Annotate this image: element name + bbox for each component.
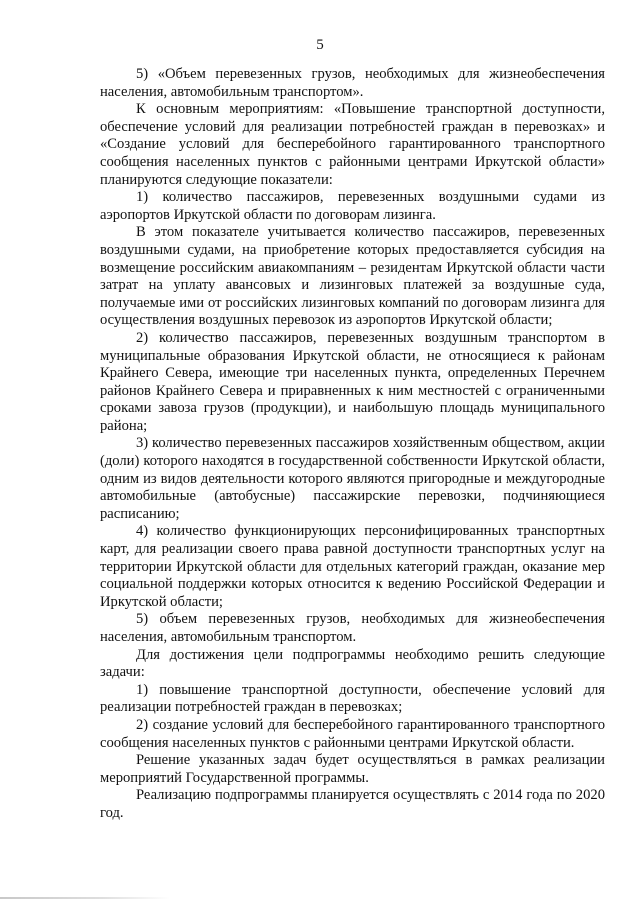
paragraph-indicator-5-quoted: 5) «Объем перевезенных грузов, необходимых для жизнеобеспечения населения, автомобильным транспортом». <box>100 66 605 100</box>
paragraph-indicator-1: 1) количество пассажиров, перевезенных воздушными судами из аэропортов Иркутской области по договорам лизинга. <box>100 189 605 223</box>
document-body <box>100 66 605 823</box>
page-number: 5 <box>316 37 324 53</box>
paragraph-main-activities-intro: К основным мероприятиям: «Повышение транспортной доступности, обеспечение условий для реализации потребностей граждан в перевозках» и «Создание условий для бесперебойного гарантированного транспортного сообщения населенных пунктов с районными центрами Иркутской области» планируются следующие показатели: <box>100 101 605 188</box>
paragraph-implementation-period: Реализацию подпрограммы планируется осуществлять с 2014 года по 2020 год. <box>100 787 605 821</box>
paragraph-task-1: 1) повышение транспортной доступности, обеспечение условий для реализации потребностей граждан в перевозках; <box>100 681 605 716</box>
paragraph-tasks-implementation: Решение указанных задач будет осуществляться в рамках реализации мероприятий Государственной программы. <box>100 752 605 786</box>
paragraph-indicator-3: 3) количество перевезенных пассажиров хозяйственным обществом, акции (доли) которого находятся в государственной собственности Иркутской области, одним из видов деятельности которого являются пригородные и междугородные автомобильные (автобусные) пассажирские перевозки, подчиняющиеся расписанию; <box>100 435 605 522</box>
paragraph-indicator-4: 4) количество функционирующих персонифицированных транспортных карт, для реализации своего права равной доступности транспортных услуг на территории Иркутской области для отдельных категорий граждан, оказание мер социальной поддержки которых относится к ведению Российской Федерации и Иркутской области; <box>100 523 605 610</box>
paragraph-indicator-2: 2) количество пассажиров, перевезенных воздушным транспортом в муниципальные образования Иркутской области, не относящиеся к районам Крайнего Севера, имеющие три населенных пункта, определенных Перечнем районов Крайнего Севера и приравненных к ним местностей с ограниченными сроками завоза грузов (продукции), и наибольшую площадь муниципального района; <box>100 329 605 434</box>
paragraph-indicator-5: 5) объем перевезенных грузов, необходимых для жизнеобеспечения населения, автомобильным транспортом. <box>100 611 605 645</box>
paragraph-tasks-intro: Для достижения цели подпрограммы необходимо решить следующие задачи: <box>100 646 605 681</box>
scan-artifact-line <box>0 897 170 899</box>
paragraph-indicator-1-explanation: В этом показателе учитывается количество пассажиров, перевезенных воздушными судами, на приобретение которых предоставляется субсидия на возмещение российским авиакомпаниям – резидентам Иркутской области части затрат на уплату авансовых и лизинговых платежей за воздушные суда, получаемые ими от российских лизинговых компаний по договорам лизинга для осуществления воздушных перевозок из аэропортов Иркутской области; <box>100 224 605 329</box>
paragraph-task-2: 2) создание условий для бесперебойного гарантированного транспортного сообщения населенных пунктов с районными центрами Иркутской области. <box>100 716 605 751</box>
